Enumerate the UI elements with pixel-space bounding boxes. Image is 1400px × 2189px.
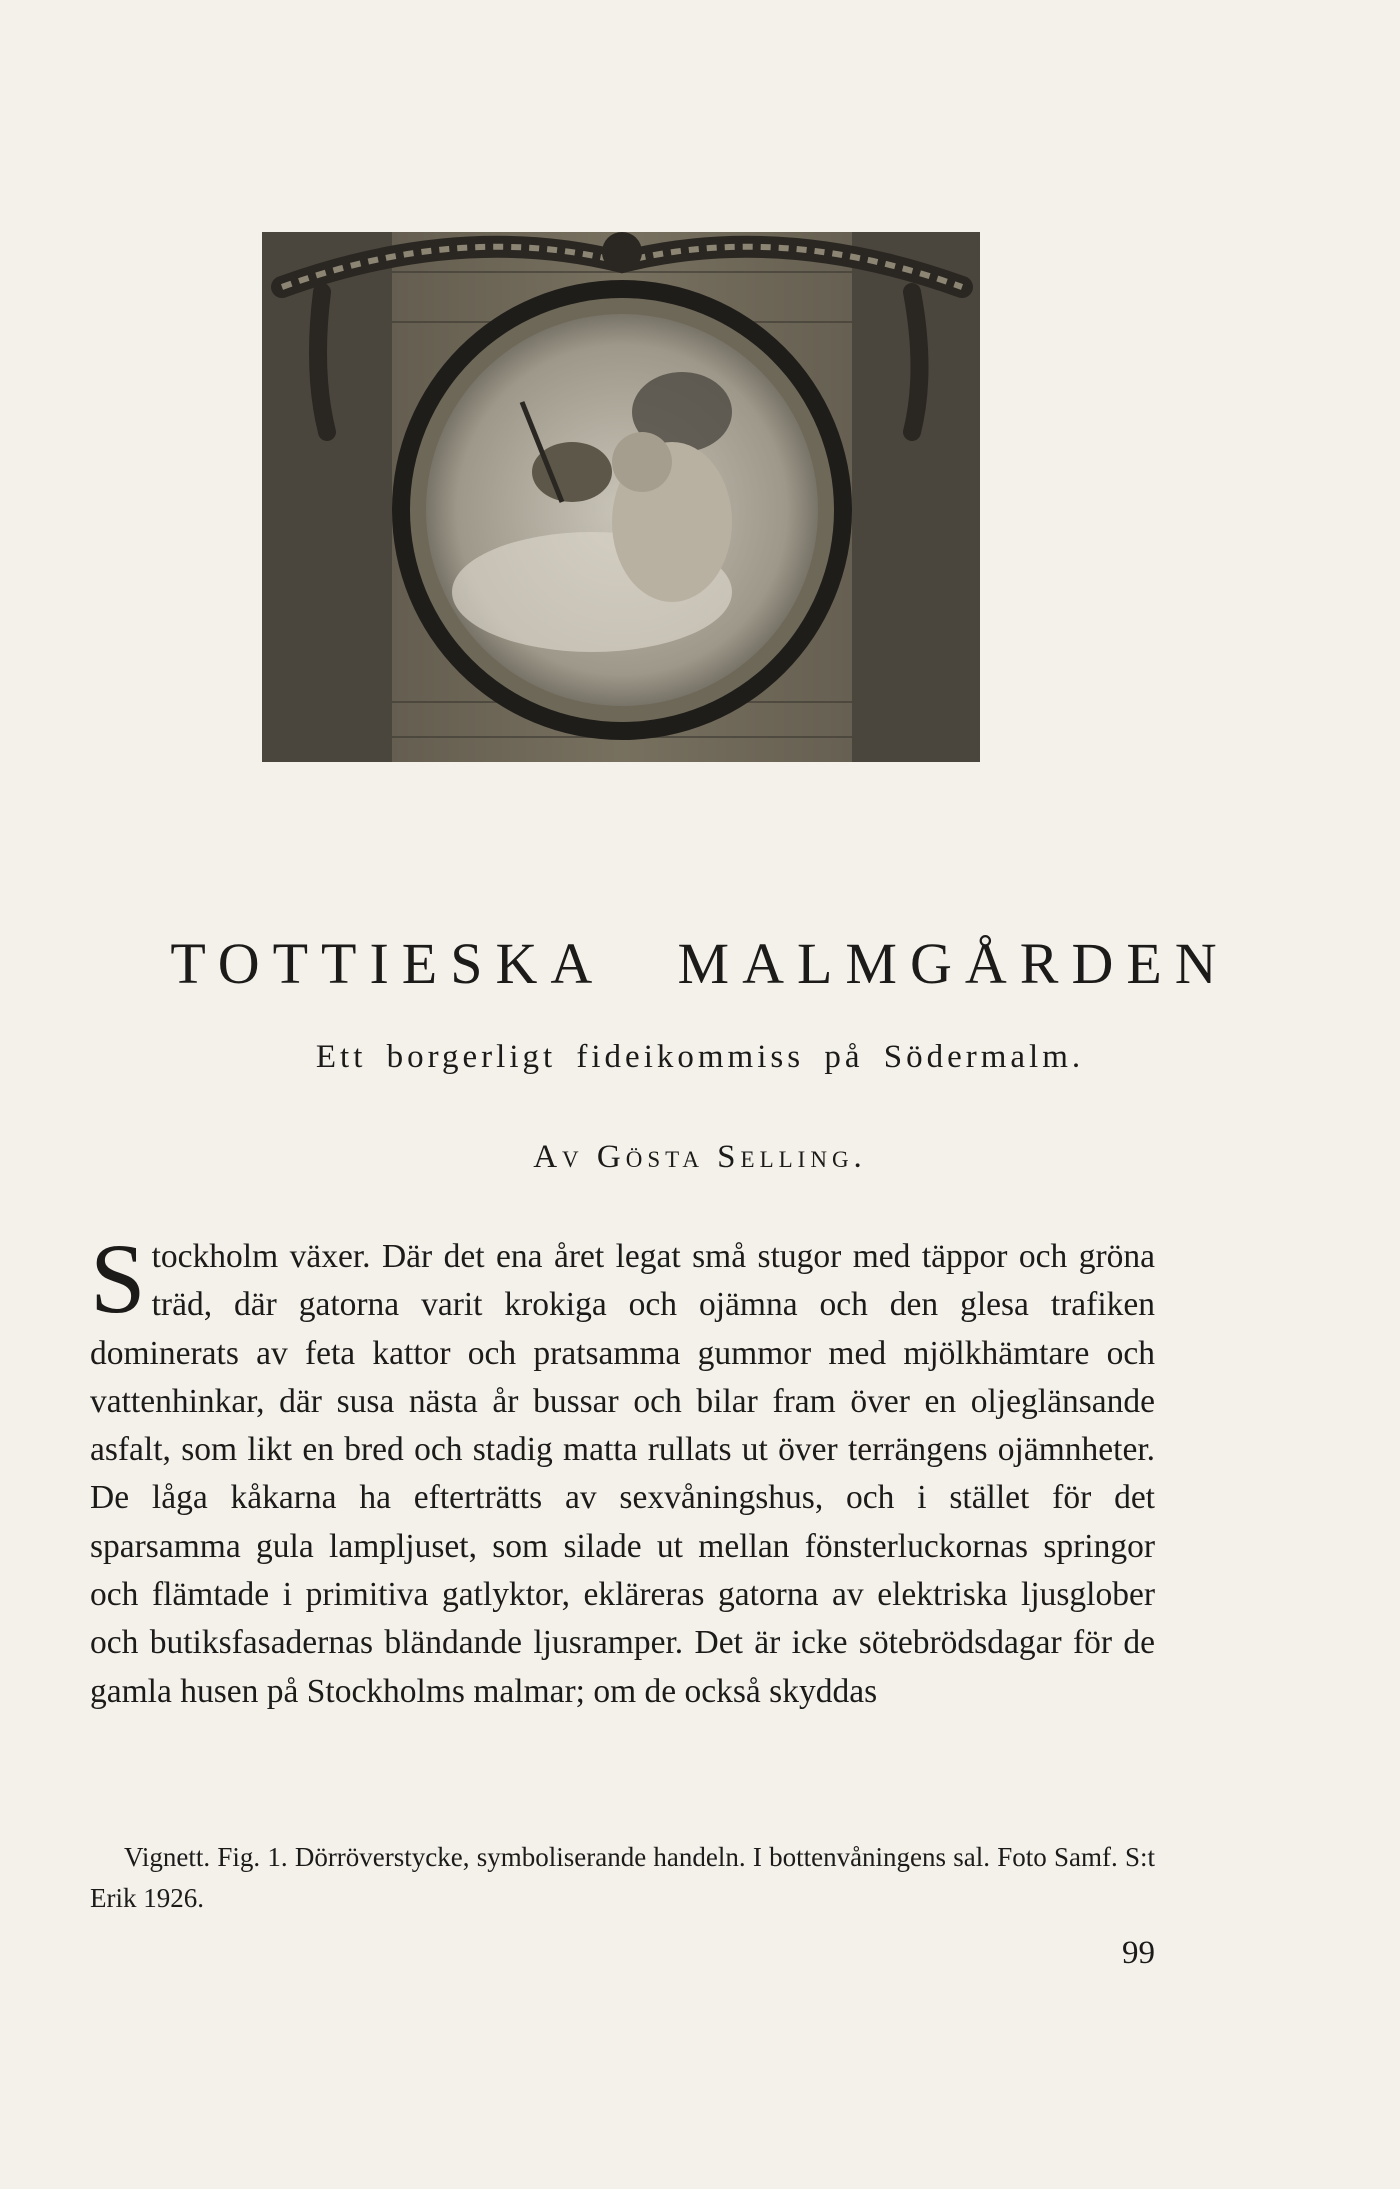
- article-body: [90, 1223, 1155, 1716]
- article-subtitle: Ett borgerligt fideikommiss på Södermalm.: [315, 1039, 1085, 1075]
- drop-cap: S: [90, 1223, 146, 1334]
- body-paragraph: tockholm växer. Där det ena året legat små stugor med täppor och gröna träd, där gatorna varit krokiga och ojämna och den glesa trafiken dominerats av feta kattor och pratsamma gummor med mjölkhämtare och vattenhinkar, där susa nästa år bussar och bilar fram över en oljeglänsande asfalt, som likt en bred och stadig matta rullats ut över terrängens ojämnheter. De låga kåkarna ha efterträtts av sexvåningshus, och i stället för det sparsamma gula lampljuset, som silade ut mellan fönsterluckornas springor och flämtade i primitiva gatlyktor, ekläreras gatorna av elektriska ljusglober och butiksfasadernas bländande ljusramper. Det är icke sötebrödsdagar för de gamla husen på Stockholms malmar; om de också skyddas: [90, 1238, 1155, 1710]
- article-byline: Av Gösta Selling.: [533, 1139, 867, 1175]
- article-title: TOTTIESKA MALMGÅRDEN: [170, 931, 1230, 996]
- vignette-photo: [262, 232, 980, 762]
- figure-caption: Vignett. Fig. 1. Dörröverstycke, symboliserande handeln. I bottenvåningens sal. Foto Samf. S:t Erik 1926.: [90, 1842, 1155, 1913]
- page-number: 99: [1122, 1935, 1155, 1971]
